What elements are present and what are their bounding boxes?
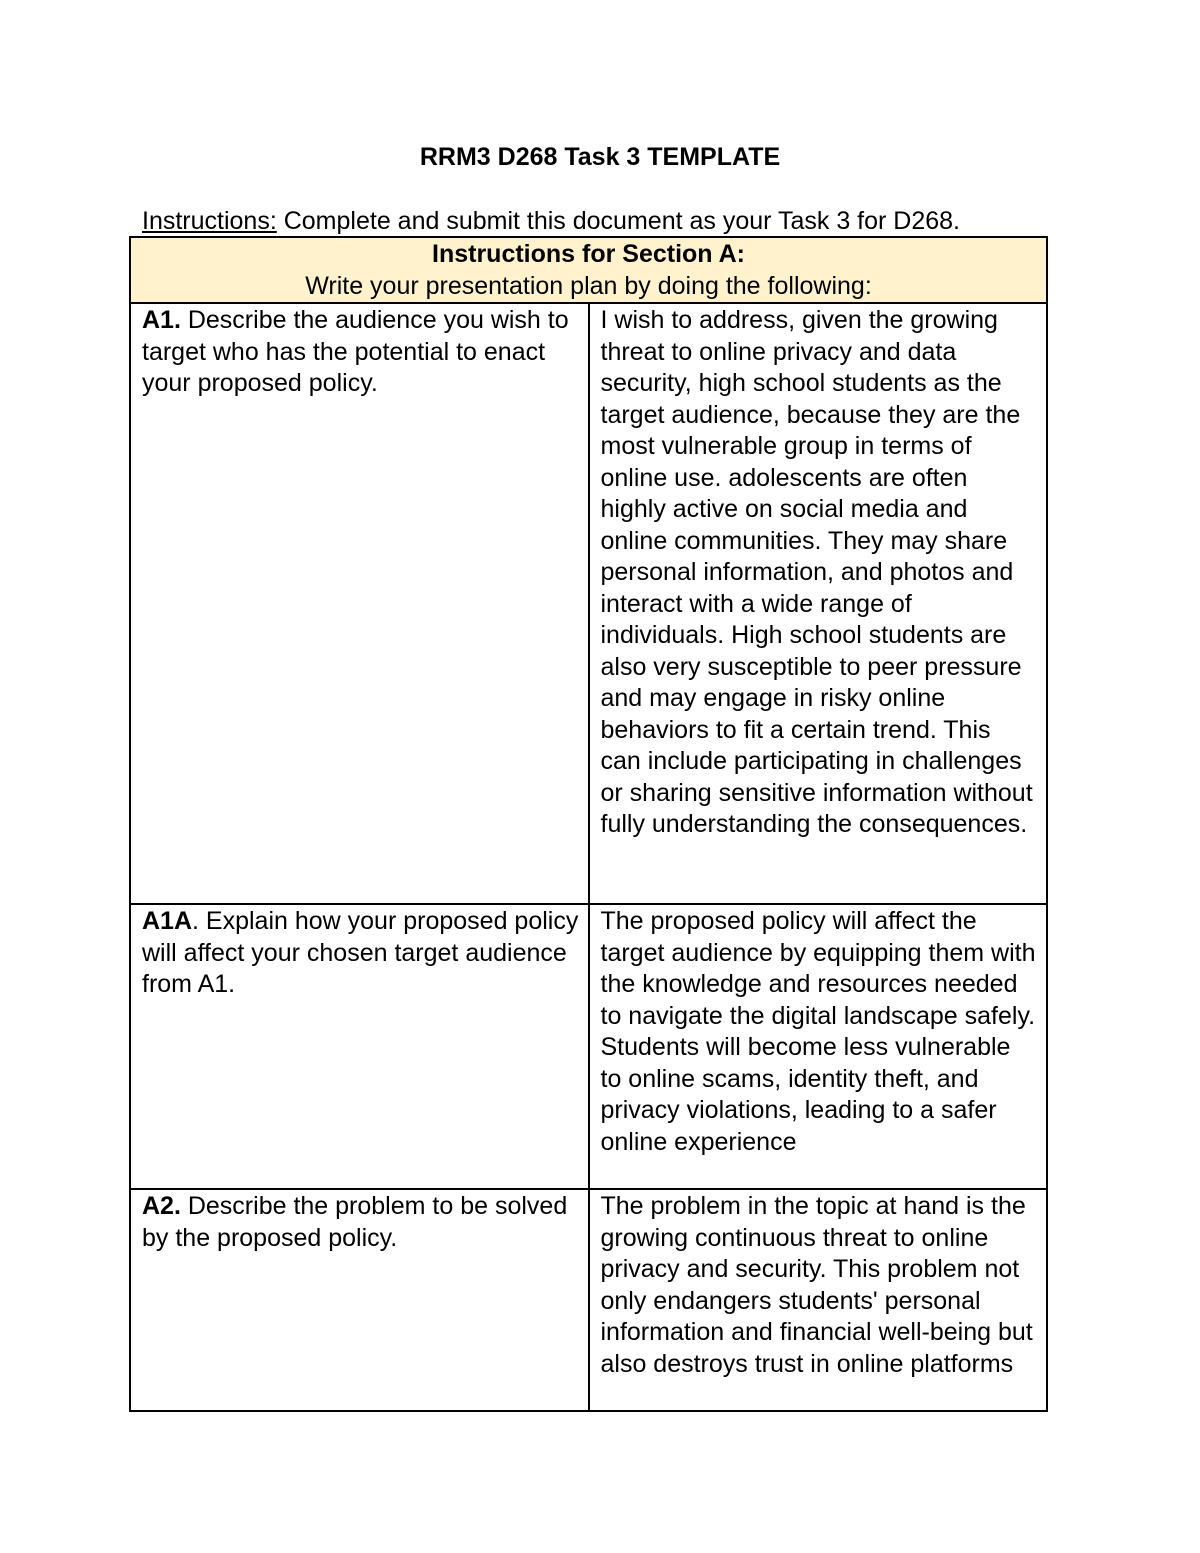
section-header-subtitle: Write your presentation plan by doing the following:	[305, 271, 872, 300]
prompt-text-a1a: . Explain how your proposed policy will affect your chosen target audience from A1.	[142, 907, 579, 998]
document-title: RRM3 D268 Task 3 TEMPLATE	[419, 143, 781, 171]
table-row-a1	[130, 303, 1047, 904]
prompt-code-a1a: A1A	[142, 907, 193, 935]
section-header-title: Instructions for Section A:	[432, 240, 745, 268]
prompt-cell-a1	[130, 303, 589, 904]
prompt-code-a1: A1.	[142, 306, 181, 334]
template-table	[129, 236, 1048, 1412]
answer-cell-a1[interactable]: I wish to address, given the growing threat to online privacy and data security, high school students as the target audience, because they are the most vulnerable group in terms of online use. adolescents are often highly active on social media and online communities. They may share personal information, and photos and interact with a wide range of individuals. High school students are also very susceptible to peer pressure and may engage in risky online behaviors to fit a certain trend. This can include participating in challenges or sharing sensitive information without fully understanding the consequences.	[589, 303, 1048, 904]
table-row-a1a	[130, 904, 1047, 1189]
instructions-label: Instructions:	[142, 207, 277, 235]
prompt-code-a2: A2.	[142, 1192, 181, 1220]
answer-cell-a2[interactable]: The problem in the topic at hand is the growing continuous threat to online privacy and security. This problem not only endangers students' personal information and financial well-being but also destroys trust in online platforms	[589, 1189, 1048, 1411]
answer-cell-a1a[interactable]: The proposed policy will affect the target audience by equipping them with the knowledge and resources needed to navigate the digital landscape safely. Students will become less vulnerable to online scams, identity theft, and privacy violations, leading to a safer online experience	[589, 904, 1048, 1189]
prompt-cell-a2	[130, 1189, 589, 1411]
prompt-text-a1: Describe the audience you wish to target who has the potential to enact your proposed policy.	[142, 306, 569, 397]
prompt-text-a2: Describe the problem to be solved by the proposed policy.	[142, 1192, 568, 1252]
instructions-line	[142, 206, 1052, 236]
section-header-cell	[130, 237, 1047, 303]
prompt-cell-a1a	[130, 904, 589, 1189]
instructions-text: Complete and submit this document as your Task 3 for D268.	[276, 207, 960, 235]
section-header-row	[130, 237, 1047, 303]
table-row-a2	[130, 1189, 1047, 1411]
